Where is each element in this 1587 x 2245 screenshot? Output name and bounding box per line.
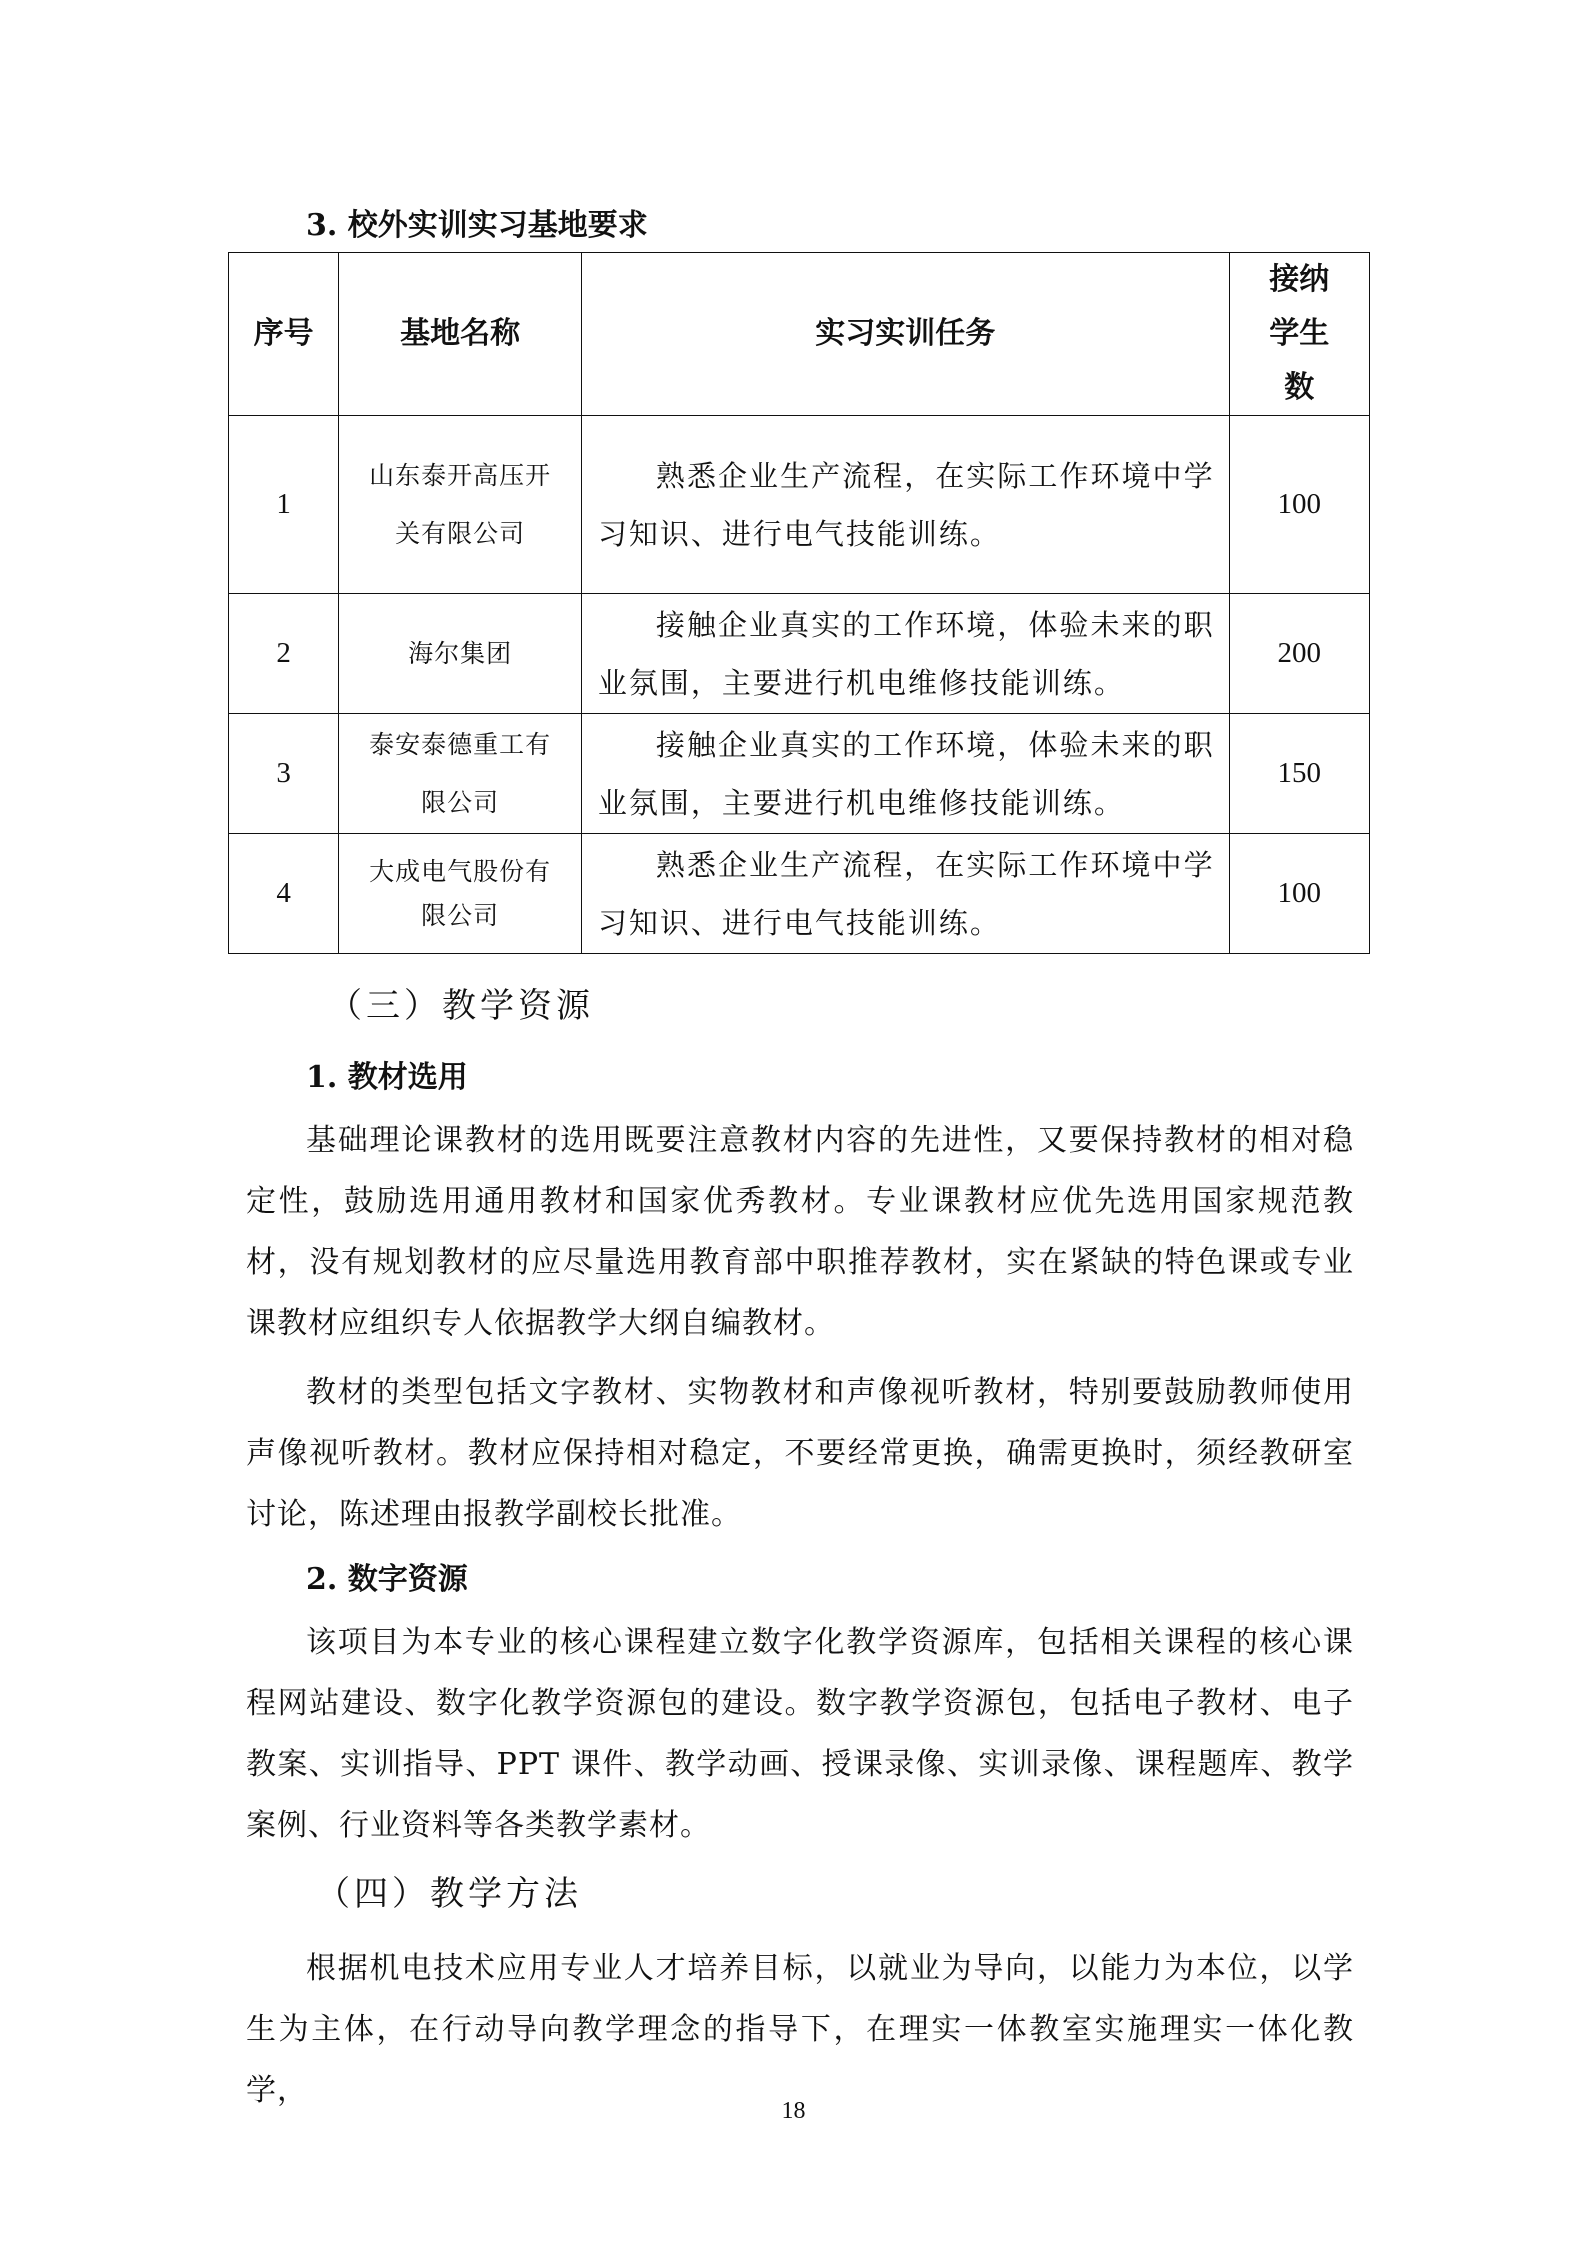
row-count: 200 — [1229, 594, 1369, 714]
header-name: 基地名称 — [339, 253, 582, 416]
training-base-table — [228, 252, 1370, 954]
page-number: 18 — [781, 2098, 806, 2124]
row-no: 2 — [229, 594, 339, 714]
row-count: 150 — [1229, 714, 1369, 834]
row-task: 熟悉企业生产流程，在实际工作环境中学习知识、进行电气技能训练。 — [581, 834, 1229, 954]
table-row — [229, 714, 1370, 834]
row-name: 山东泰开高压开关有限公司 — [339, 416, 582, 594]
table-header-row — [229, 253, 1370, 416]
base-requirements-heading: 3. 校外实训实习基地要求 — [306, 208, 648, 243]
row-name: 大成电气股份有限公司 — [339, 834, 582, 954]
paragraph-teaching-methods: 根据机电技术应用专业人才培养目标，以就业为导向，以能力为本位，以学生为主体，在行动导向教学理念的指导下，在理实一体教室实施理实一体化教学， — [246, 1951, 1354, 2108]
row-name: 泰安泰德重工有限公司 — [339, 714, 582, 834]
table-row — [229, 594, 1370, 714]
row-no: 1 — [229, 416, 339, 594]
paragraph-textbook-selection: 基础理论课教材的选用既要注意教材内容的先进性，又要保持教材的相对稳定性，鼓励选用通用教材和国家优秀教材。专业课教材应优先选用国家规范教材，没有规划教材的应尽量选用教育部中职推荐教材，实在紧缺的特色课或专业课教材应组织专人依据教学大纲自编教材。 — [246, 1123, 1354, 1341]
row-name: 海尔集团 — [339, 594, 582, 714]
row-task: 接触企业真实的工作环境，体验未来的职业氛围，主要进行机电维修技能训练。 — [581, 594, 1229, 714]
paragraph-digital-resources: 该项目为本专业的核心课程建立数字化教学资源库，包括相关课程的核心课程网站建设、数字化教学资源包的建设。数字教学资源包，包括电子教材、电子教案、实训指导、PPT 课件、教学动画、授课录像、实训录像、课程题库、教学案例、行业资料等各类教学素材。 — [246, 1625, 1354, 1843]
table-row — [229, 416, 1370, 594]
row-no: 3 — [229, 714, 339, 834]
subheading-digital-resources: 2. 数字资源 — [306, 1562, 468, 1597]
section-title-teaching-resources: （三）教学资源 — [328, 986, 594, 1026]
table-row — [229, 834, 1370, 954]
row-count: 100 — [1229, 416, 1369, 594]
paragraph-textbook-types: 教材的类型包括文字教材、实物教材和声像视听教材，特别要鼓励教师使用声像视听教材。教材应保持相对稳定，不要经常更换，确需更换时，须经教研室讨论，陈述理由报教学副校长批准。 — [246, 1375, 1354, 1532]
subheading-textbook-selection: 1. 教材选用 — [306, 1060, 468, 1095]
header-task: 实习实训任务 — [581, 253, 1229, 416]
row-no: 4 — [229, 834, 339, 954]
row-task: 接触企业真实的工作环境，体验未来的职业氛围，主要进行机电维修技能训练。 — [581, 714, 1229, 834]
section-title-teaching-methods: （四）教学方法 — [316, 1874, 582, 1914]
row-count: 100 — [1229, 834, 1369, 954]
header-no: 序号 — [229, 253, 339, 416]
row-task: 熟悉企业生产流程，在实际工作环境中学习知识、进行电气技能训练。 — [581, 416, 1229, 594]
header-count: 接纳学生数 — [1229, 253, 1369, 416]
